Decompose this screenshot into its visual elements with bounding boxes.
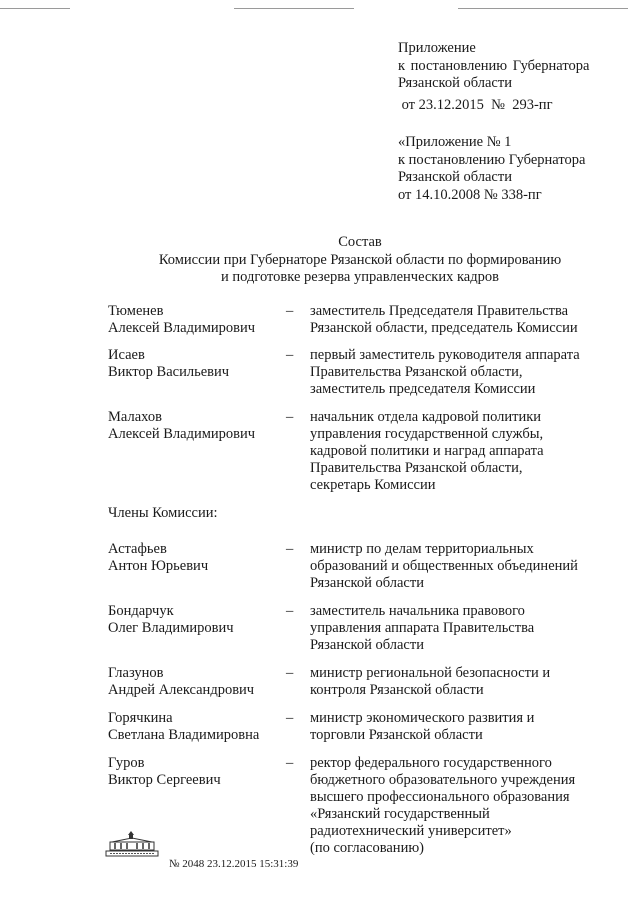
annex-original-line: к постановлению Губернатора bbox=[398, 151, 586, 168]
annex-header-line: Рязанской области bbox=[398, 75, 512, 91]
member-name: Исаев Виктор Васильевич bbox=[108, 347, 230, 380]
members-label: Члены Комиссии: bbox=[108, 505, 218, 521]
member-row bbox=[108, 755, 608, 857]
member-role: министр региональной безопасности и контроля Рязанской области bbox=[310, 665, 551, 698]
scan-edge-line bbox=[234, 8, 354, 9]
member-name: Тюменев Алексей Владимирович bbox=[108, 303, 256, 336]
footer-seal bbox=[104, 830, 160, 858]
annex-header-line: к постановлению Губернатора bbox=[398, 57, 590, 74]
scan-edge-line bbox=[0, 8, 70, 9]
annex-header-line: от 23.12.2015 № 293-пг bbox=[398, 96, 553, 113]
member-name: Горячкина Светлана Владимировна bbox=[108, 710, 260, 743]
annex-original-line: «Приложение № 1 bbox=[398, 134, 512, 150]
member-role: ректор федерального государственного бюджетного образовательного учреждения высшего профессионального образования «Рязанский государственный радиотехнический университет» (по согласованию) bbox=[310, 755, 576, 856]
member-row bbox=[108, 665, 608, 699]
member-role: министр экономического развития и торговли Рязанской области bbox=[310, 710, 535, 743]
member-row bbox=[108, 710, 608, 744]
registration-stamp: № 2048 23.12.2015 15:31:39 bbox=[169, 858, 299, 870]
dash: – bbox=[286, 409, 294, 425]
dash: – bbox=[286, 755, 294, 771]
title-line: Состав bbox=[338, 234, 382, 250]
dash: – bbox=[286, 665, 294, 681]
dash: – bbox=[286, 347, 294, 363]
member-row bbox=[108, 541, 608, 592]
government-building-icon bbox=[104, 830, 160, 858]
title-line: и подготовке резерва управленческих кадров bbox=[221, 269, 499, 285]
annex-original bbox=[398, 134, 585, 204]
member-row bbox=[108, 603, 608, 654]
document-title bbox=[100, 234, 620, 287]
annex-original-line: Рязанской области bbox=[398, 169, 512, 185]
member-name: Малахов Алексей Владимирович bbox=[108, 409, 256, 442]
dash: – bbox=[286, 710, 294, 726]
member-name: Гуров Виктор Сергеевич bbox=[108, 755, 221, 788]
scan-edge-line bbox=[458, 8, 628, 9]
title-line: Комиссии при Губернаторе Рязанской области по формированию bbox=[158, 251, 562, 268]
member-name: Астафьев Антон Юрьевич bbox=[108, 541, 209, 574]
member-role: министр по делам территориальных образований и общественных объединений Рязанской области bbox=[310, 541, 578, 591]
annex-original-line: от 14.10.2008 № 338-пг bbox=[398, 186, 542, 203]
member-role: первый заместитель руководителя аппарата Правительства Рязанской области, заместитель председателя Комиссии bbox=[310, 347, 580, 397]
annex-header bbox=[398, 40, 589, 114]
member-role: заместитель Председателя Правительства Рязанской области, председатель Комиссии bbox=[310, 303, 578, 336]
member-row bbox=[108, 409, 608, 494]
dash: – bbox=[286, 303, 294, 319]
member-role: начальник отдела кадровой политики управления государственной службы, кадровой политики и наград аппарата Правительства Рязанской области, секретарь Комиссии bbox=[310, 409, 544, 493]
member-name: Бондарчук Олег Владимирович bbox=[108, 603, 234, 636]
member-role: заместитель начальника правового управления аппарата Правительства Рязанской области bbox=[310, 603, 535, 653]
member-row bbox=[108, 347, 608, 398]
dash: – bbox=[286, 603, 294, 619]
member-row bbox=[108, 303, 608, 337]
commission-composition bbox=[108, 303, 608, 857]
annex-header-line: Приложение bbox=[398, 40, 476, 56]
member-name: Глазунов Андрей Александрович bbox=[108, 665, 255, 698]
dash: – bbox=[286, 541, 294, 557]
